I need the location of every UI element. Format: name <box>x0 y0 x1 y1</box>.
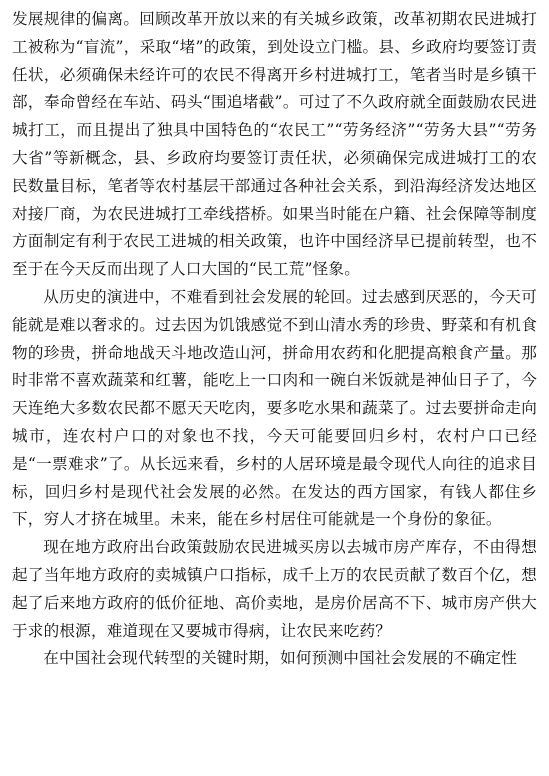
paragraph-3: 现在地方政府出台政策鼓励农民进城买房以去城市房产库存，不由得想起了当年地方政府的卖城镇户口指标，成千上万的农民贡献了数百个亿，想起了后来地方政府的低价征地、高价卖地，是房价居高不下、城市房产供大于求的根源，难道现在又要城市得病，让农民来吃药？ <box>12 538 537 640</box>
paragraph-4: 在中国社会现代转型的关键时期，如何预测中国社会发展的不确定性 <box>43 649 518 668</box>
paragraph-2: 从历史的演进中，不难看到社会发展的轮回。过去感到厌恶的，今天可能就是难以奢求的。过去因为饥饿感觉不到山清水秀的珍贵、野菜和有机食物的珍贵，拼命地战天斗地改造山河，拼命用农药和化肥提高粮食产量。那时非常不喜欢蔬菜和红薯，能吃上一口肉和一碗白米饭就是神仙日子了，今天连绝大多数农民都不愿天天吃肉，要多吃水果和蔬菜了。过去要拼命走向城市，连农村户口的对象也不找，今天可能要回归乡村，农村户口已经是“一票难求”了。从长远来看，乡村的人居环境是最令现代人向往的追求目标，回归乡村是现代社会发展的必然。在发达的西方国家，有钱人都住乡下，穷人才挤在城里。未来，能在乡村居住可能就是一个身份的象征。 <box>12 287 537 529</box>
paragraph-1: 发展规律的偏离。回顾改革开放以来的有关城乡政策，改革初期农民进城打工被称为“盲流”，采取“堵”的政策，到处设立门槛。县、乡政府均要签订责任状，必须确保未经许可的农民不得离开乡村进城打工，笔者当时是乡镇干部，奉命曾经在车站、码头“围追堵截”。可过了不久政府就全面鼓励农民进城打工，而且提出了独具中国特色的“农民工”“劳务经济”“劳务大县”“劳务大省”等新概念，县、乡政府均要签订责任状，必须确保完成进城打工的农民数量目标，笔者等农村基层干部通过各种社会关系，到沿海经济发达地区对接厂商，为农民进城打工牵线搭桥。如果当时能在户籍、社会保障等制度方面制定有利于农民工进城的相关政策，也许中国经济早已提前转型，也不至于在今天反而出现了人口大国的“民工荒”怪象。 <box>12 10 537 279</box>
